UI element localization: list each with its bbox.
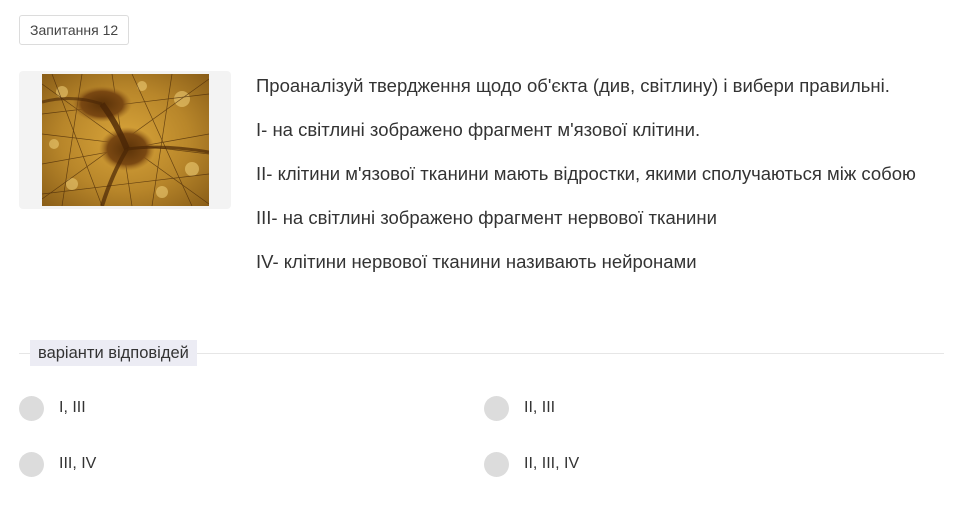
question-image[interactable] — [19, 71, 231, 209]
radio-button[interactable] — [484, 396, 509, 421]
radio-button[interactable] — [19, 452, 44, 477]
statement-3: ІІІ- на світлині зображено фрагмент нервової тканини — [256, 207, 717, 228]
statement-2: ІІ- клітини м'язової тканини мають відростки, якими сполучаються між собою — [256, 163, 916, 184]
answer-option-3[interactable] — [19, 451, 96, 477]
statement-4: ІV- клітини нервової тканини називають нейронами — [256, 251, 697, 272]
radio-button[interactable] — [19, 396, 44, 421]
statement-1: І- на світлині зображено фрагмент м'язової клітини. — [256, 119, 701, 140]
question-prompt: Проаналізуй твердження щодо об'єкта (див, світлину) і вибери правильні. — [256, 75, 890, 96]
microscope-photo-icon — [42, 74, 209, 206]
question-text — [256, 72, 946, 292]
radio-button[interactable] — [484, 452, 509, 477]
answer-option-1[interactable] — [19, 395, 86, 421]
answer-option-label: ІІ, ІІІ — [524, 399, 556, 416]
answer-option-2[interactable] — [484, 395, 555, 421]
answer-option-label: ІІ, ІІІ, ІV — [524, 455, 580, 472]
answer-option-label: І, ІІІ — [59, 399, 86, 416]
answer-option-label: ІІІ, ІV — [59, 455, 97, 472]
answers-section-label: варіанти відповідей — [30, 340, 197, 366]
answer-option-4[interactable] — [484, 451, 579, 477]
question-number-badge: Запитання 12 — [19, 15, 129, 45]
